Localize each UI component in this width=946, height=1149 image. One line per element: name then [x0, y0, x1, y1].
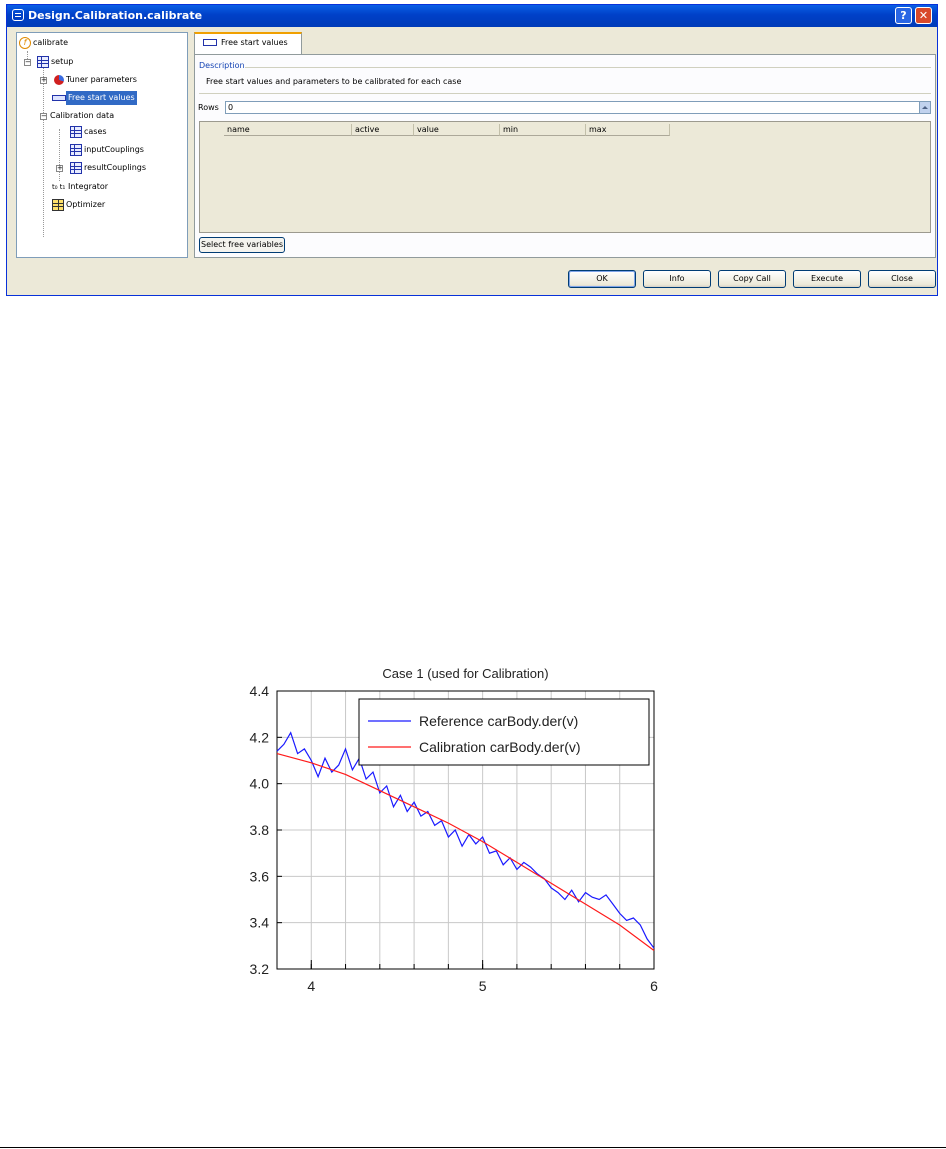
- vector-icon: [203, 39, 217, 46]
- y-tick-label: 4.4: [249, 683, 269, 699]
- integrator-icon: t₀ t₁: [52, 183, 66, 191]
- free-start-values-panel: [194, 54, 936, 258]
- expand-tuner-parameters-toggle[interactable]: +: [41, 76, 47, 84]
- tree-item-calibration-data[interactable]: Calibration data: [50, 111, 115, 120]
- page-footer-rule: [0, 1147, 946, 1148]
- description-legend: Description: [199, 61, 245, 70]
- select-free-variables-button[interactable]: Select free variables: [199, 237, 285, 253]
- column-header-value[interactable]: value: [414, 124, 500, 136]
- column-header-name[interactable]: name: [224, 124, 352, 136]
- tree-connector: [59, 129, 60, 181]
- vector-icon: [52, 95, 66, 101]
- y-tick-label: 4.0: [249, 775, 269, 792]
- table-grid-icon: [70, 144, 82, 156]
- table-grid-icon: [70, 162, 82, 174]
- title-bar[interactable]: [7, 5, 937, 27]
- y-tick-label: 3.8: [249, 822, 269, 838]
- window-menu-icon[interactable]: [12, 9, 24, 21]
- rows-label: Rows: [198, 103, 219, 112]
- legend-box: [359, 699, 649, 765]
- tree-item-result-couplings[interactable]: resultCouplings: [70, 161, 148, 175]
- ok-button[interactable]: OK: [568, 270, 636, 288]
- optimizer-grid-icon: [52, 199, 64, 211]
- execute-button[interactable]: Execute: [793, 270, 861, 288]
- tree-item-calibrate[interactable]: f calibrate: [19, 36, 70, 50]
- window-title: Design.Calibration.calibrate: [28, 9, 203, 22]
- tree-item-free-start-values[interactable]: Free start values: [52, 91, 137, 105]
- legend-label: Reference carBody.der(v): [419, 713, 579, 729]
- parameter-tree: [16, 32, 188, 258]
- tuner-pie-icon: [54, 75, 64, 85]
- tree-item-input-couplings[interactable]: inputCouplings: [70, 143, 146, 157]
- chart-svg: [230, 658, 670, 998]
- description-divider: [199, 93, 931, 94]
- tree-item-integrator[interactable]: t₀ t₁ Integrator: [52, 182, 109, 191]
- tree-item-optimizer[interactable]: Optimizer: [52, 198, 107, 212]
- tab-free-start-values[interactable]: Free start values: [194, 32, 302, 54]
- close-window-button[interactable]: ✕: [915, 7, 932, 24]
- column-header-min[interactable]: min: [500, 124, 586, 136]
- tree-item-setup[interactable]: setup: [37, 55, 75, 69]
- function-icon: f: [19, 37, 31, 49]
- rows-input[interactable]: 0: [225, 101, 931, 114]
- y-tick-label: 4.2: [249, 729, 269, 746]
- column-header-max[interactable]: max: [586, 124, 670, 136]
- record-grid-icon: [37, 56, 49, 68]
- tree-item-tuner-parameters[interactable]: Tuner parameters: [54, 73, 139, 87]
- close-button[interactable]: Close: [868, 270, 936, 288]
- calibration-chart: [230, 658, 670, 998]
- column-header-active[interactable]: active: [352, 124, 414, 136]
- x-tick-label: 6: [650, 978, 658, 994]
- tree-connector: [43, 63, 44, 237]
- y-tick-label: 3.6: [249, 868, 269, 885]
- y-tick-label: 3.4: [249, 914, 269, 931]
- collapse-calibration-data-toggle[interactable]: −: [41, 112, 47, 120]
- help-button[interactable]: ?: [895, 7, 912, 24]
- legend-label: Calibration carBody.der(v): [419, 739, 581, 755]
- description-divider: [245, 67, 931, 68]
- y-tick-label: 3.2: [249, 961, 269, 977]
- copy-call-button[interactable]: Copy Call: [718, 270, 786, 288]
- x-tick-label: 4: [307, 978, 316, 994]
- expand-result-couplings-toggle[interactable]: +: [57, 164, 63, 172]
- calibrate-dialog: [6, 4, 938, 296]
- rows-spin-up-button[interactable]: [919, 102, 930, 113]
- collapse-setup-toggle[interactable]: −: [25, 58, 31, 66]
- info-button[interactable]: Info: [643, 270, 711, 288]
- table-grid-icon: [70, 126, 82, 138]
- description-text: Free start values and parameters to be calibrated for each case: [206, 77, 462, 86]
- tree-item-cases[interactable]: cases: [70, 125, 109, 139]
- free-variables-table[interactable]: [199, 121, 931, 233]
- x-tick-label: 5: [478, 978, 487, 994]
- chart-title: Case 1 (used for Calibration): [382, 666, 549, 681]
